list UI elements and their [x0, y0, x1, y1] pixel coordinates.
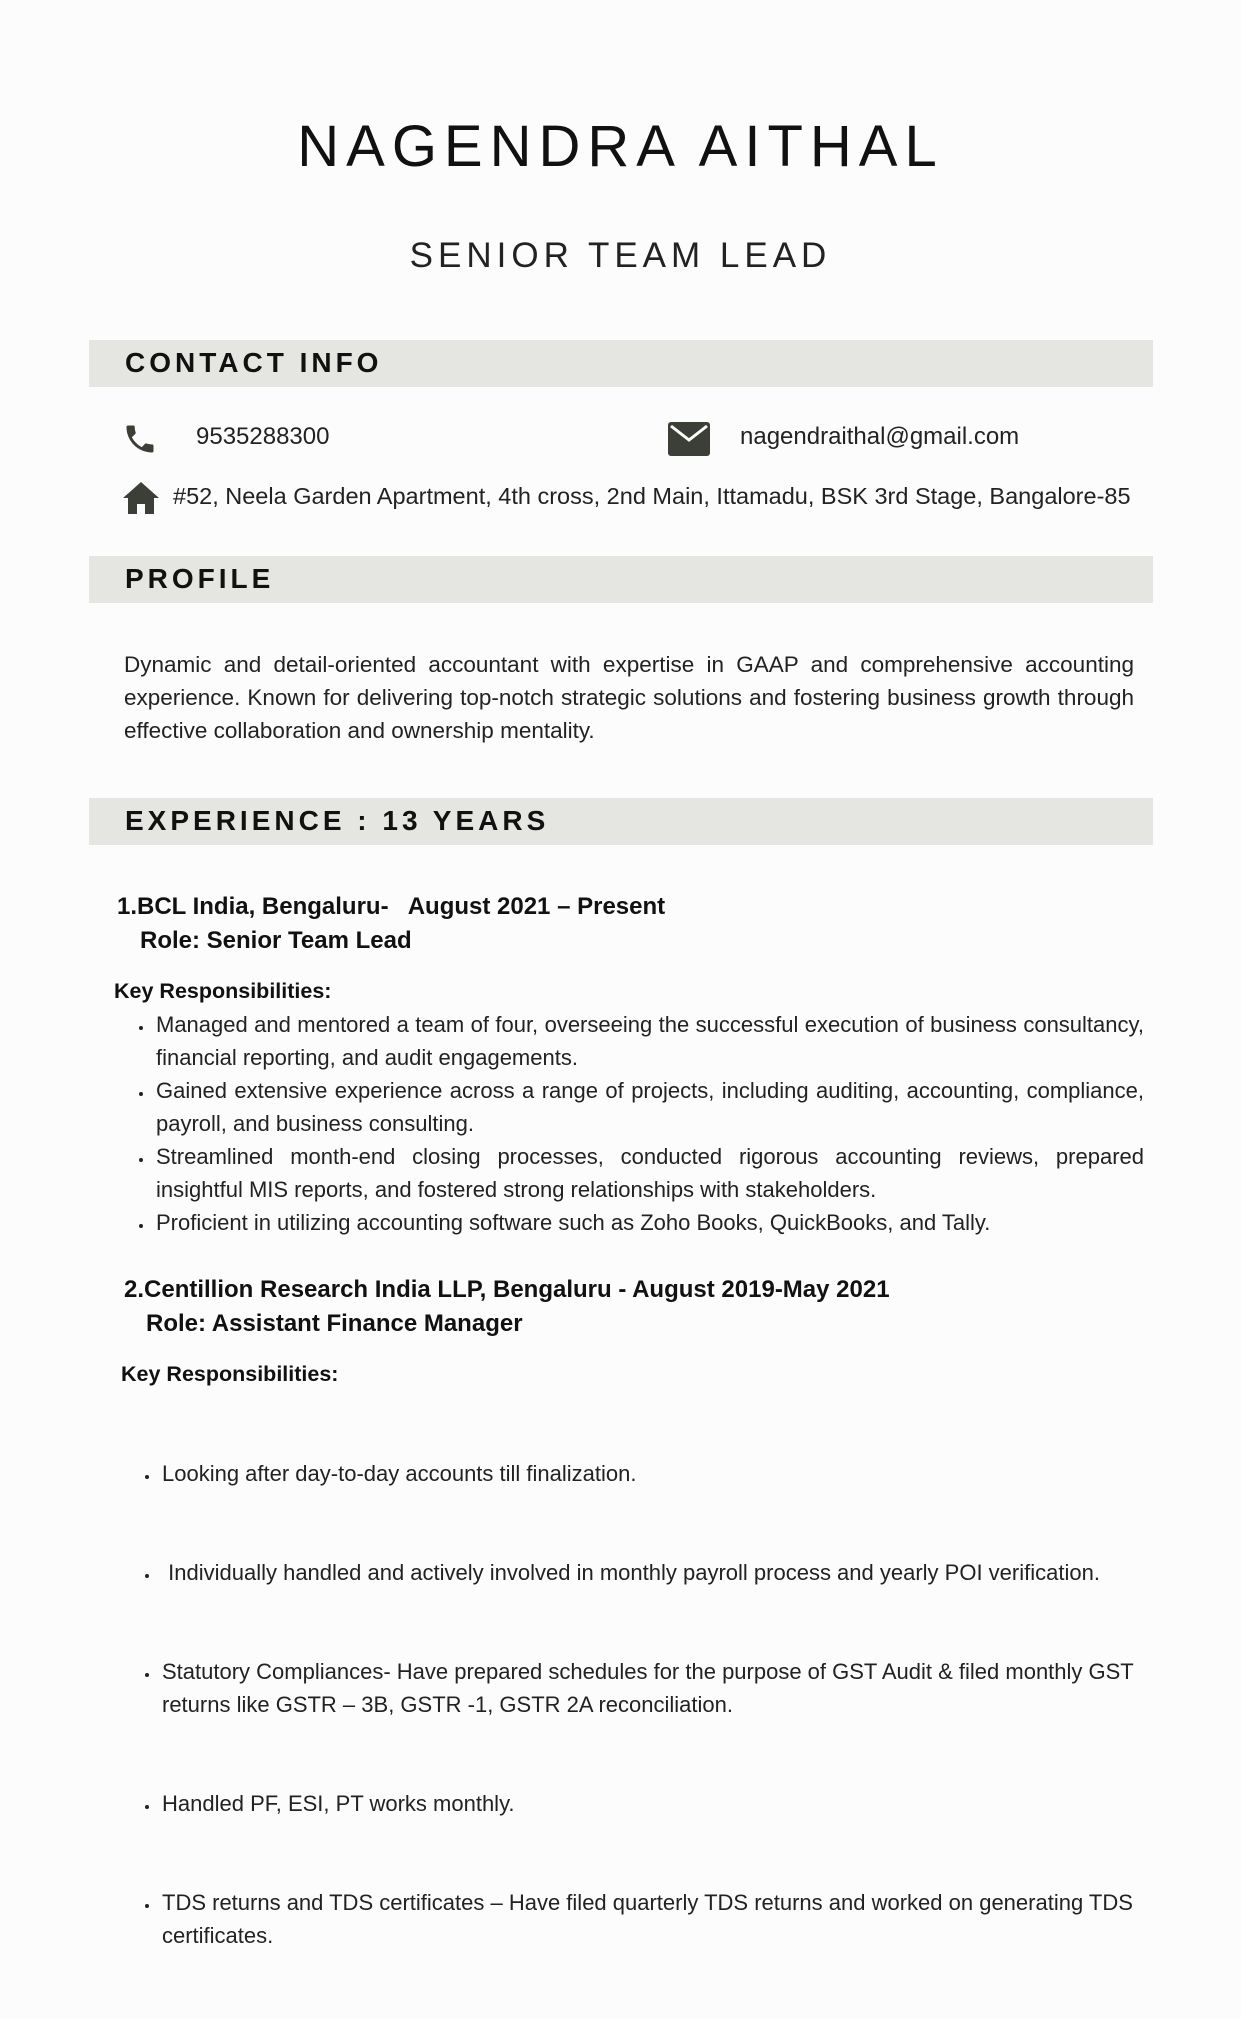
- key-responsibilities-label: Key Responsibilities:: [121, 1362, 339, 1386]
- responsibility-list: [130, 1391, 1160, 2018]
- list-item: • Managed and mentored a team of four, overseeing the successful execution of business consultancy, financial reporting, and audit engagements.: [154, 1008, 1144, 1074]
- contact-section-title: CONTACT INFO: [125, 347, 383, 378]
- email-address: nagendraithal@gmail.com: [740, 423, 1020, 450]
- contact-section-header: [89, 340, 1153, 387]
- email-icon: [668, 422, 710, 456]
- list-item: • Streamlined month-end closing processes, conducted rigorous accounting reviews, prepared insightful MIS reports, and fostered strong relationships with stakeholders.: [154, 1140, 1144, 1206]
- list-item: • Looking after day-to-day accounts till finalization.: [160, 1457, 1160, 1490]
- list-item: • Gained extensive experience across a range of projects, including auditing, accounting, compliance, payroll, and business consulting.: [154, 1074, 1144, 1140]
- candidate-title: SENIOR TEAM LEAD: [409, 236, 832, 275]
- profile-summary: Dynamic and detail-oriented accountant with expertise in GAAP and comprehensive accounting experience. Known for delivering top-notch strategic solutions and fostering business growth through effective collaboration and ownership mentality.: [124, 652, 1134, 743]
- job-role: Role: Assistant Finance Manager: [146, 1310, 523, 1337]
- profile-section-header: [89, 556, 1153, 603]
- phone-icon: [122, 421, 158, 457]
- phone-number: 9535288300: [196, 423, 330, 450]
- list-item: • Handled PF, ESI, PT works monthly.: [160, 1787, 1160, 1820]
- job-heading: 1.BCL India, Bengaluru- August 2021 – Present: [117, 893, 666, 920]
- job-role: Role: Senior Team Lead: [140, 927, 412, 954]
- home-icon: [121, 480, 161, 516]
- list-item: • Statutory Compliances- Have prepared schedules for the purpose of GST Audit & filed monthly GST returns like GSTR – 3B, GSTR -1, GSTR 2A reconciliation.: [160, 1655, 1160, 1721]
- job-heading: 2.Centillion Research India LLP, Bengaluru - August 2019-May 2021: [124, 1276, 890, 1303]
- experience-section-header: [89, 798, 1153, 845]
- home-address: #52, Neela Garden Apartment, 4th cross, 2nd Main, Ittamadu, BSK 3rd Stage, Bangalore-85: [173, 483, 1131, 509]
- experience-section-title: EXPERIENCE : 13 YEARS: [125, 805, 550, 836]
- profile-section-title: PROFILE: [125, 563, 275, 594]
- responsibility-list: [124, 1008, 1144, 1239]
- list-item: • Proficient in utilizing accounting software such as Zoho Books, QuickBooks, and Tally.: [154, 1206, 1144, 1239]
- list-item: • TDS returns and TDS certificates – Have filed quarterly TDS returns and worked on generating TDS certificates.: [160, 1886, 1160, 1952]
- list-item: • Individually handled and actively involved in monthly payroll process and yearly POI verification.: [160, 1556, 1160, 1589]
- candidate-name: NAGENDRA AITHAL: [297, 114, 944, 179]
- key-responsibilities-label: Key Responsibilities:: [114, 979, 332, 1003]
